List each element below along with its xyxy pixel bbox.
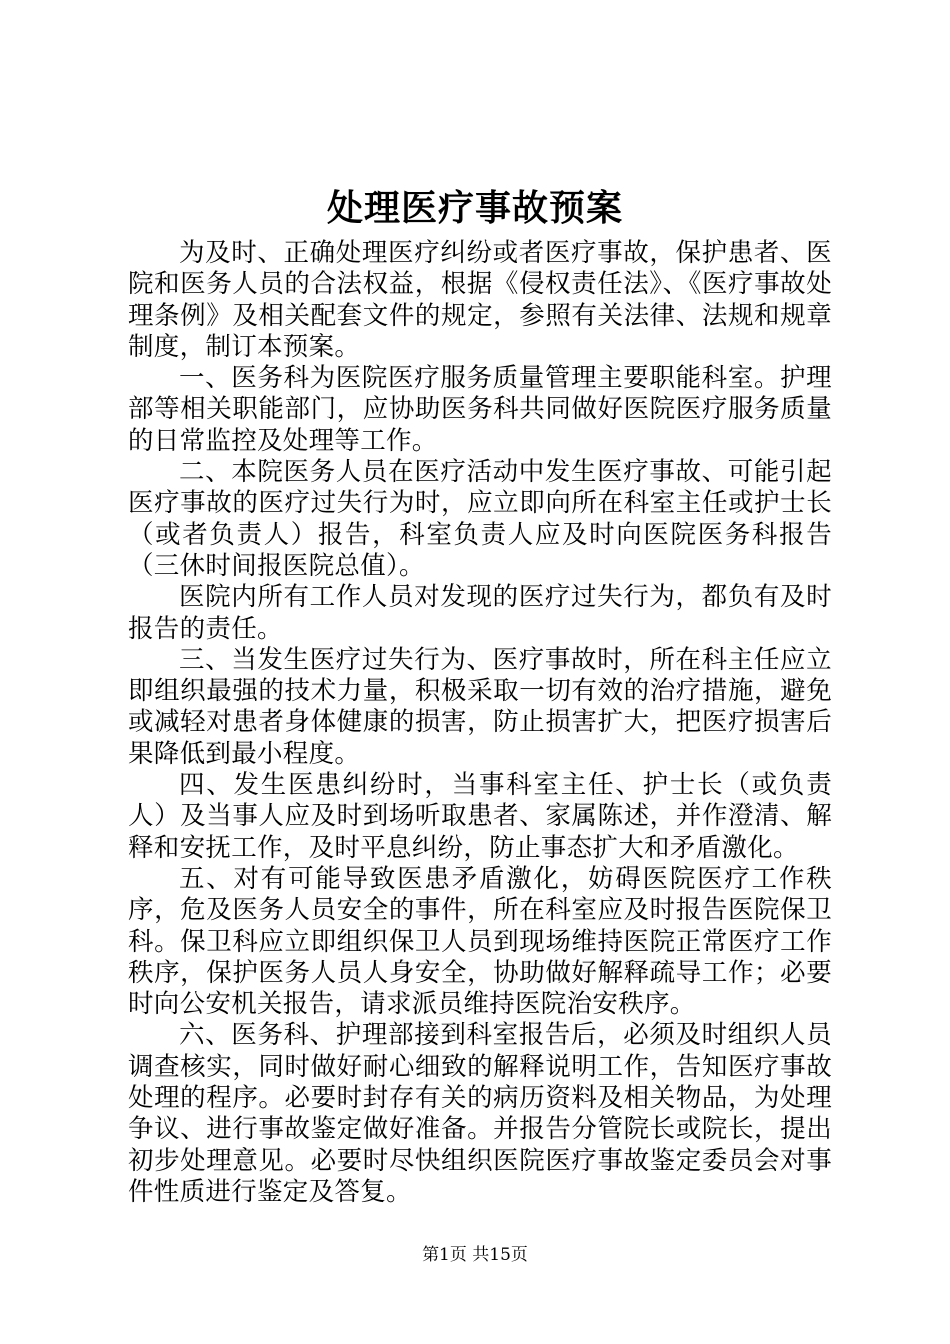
document-title: 处理医疗事故预案 bbox=[326, 187, 623, 229]
paragraph-2-note: 医院内所有工作人员对发现的医疗过失行为，都负有及时报告的责任。 bbox=[128, 582, 832, 644]
paragraph-intro: 为及时、正确处理医疗纠纷或者医疗事故，保护患者、医院和医务人员的合法权益，根据《侵权责任法》、《医疗事故处理条例》及相关配套文件的规定，参照有关法律、法规和规章制度，制订本预案。 bbox=[128, 238, 832, 362]
document-body bbox=[128, 238, 832, 1208]
page-number-footer: 第1页 共15页 bbox=[422, 1245, 528, 1265]
paragraph-4: 四、发生医患纠纷时，当事科室主任、护士长（或负责人）及当事人应及时到场听取患者、家属陈述，并作澄清、解释和安抚工作，及时平息纠纷，防止事态扩大和矛盾激化。 bbox=[128, 770, 832, 863]
paragraph-1: 一、医务科为医院医疗服务质量管理主要职能科室。护理部等相关职能部门，应协助医务科共同做好医院医疗服务质量的日常监控及处理等工作。 bbox=[128, 363, 832, 456]
paragraph-5: 五、对有可能导致医患矛盾激化，妨碍医院医疗工作秩序，危及医务人员安全的事件，所在科室应及时报告医院保卫科。保卫科应立即组织保卫人员到现场维持医院正常医疗工作秩序，保护医务人员人身安全，协助做好解释疏导工作；必要时向公安机关报告，请求派员维持医院治安秩序。 bbox=[128, 863, 832, 1020]
paragraph-3: 三、当发生医疗过失行为、医疗事故时，所在科主任应立即组织最强的技术力量，积极采取一切有效的治疗措施，避免或减轻对患者身体健康的损害，防止损害扩大，把医疗损害后果降低到最小程度。 bbox=[128, 644, 832, 769]
paragraph-6: 六、医务科、护理部接到科室报告后，必须及时组织人员调查核实，同时做好耐心细致的解释说明工作，告知医疗事故处理的程序。必要时封存有关的病历资料及相关物品，为处理争议、进行事故鉴定做好准备。并报告分管院长或院长，提出初步处理意见。必要时尽快组织医院医疗事故鉴定委员会对事件性质进行鉴定及答复。 bbox=[128, 1020, 832, 1207]
paragraph-2: 二、本院医务人员在医疗活动中发生医疗事故、可能引起医疗事故的医疗过失行为时，应立即向所在科室主任或护士长（或者负责人）报告，科室负责人应及时向医院医务科报告（三休时间报医院总值）。 bbox=[128, 457, 832, 581]
